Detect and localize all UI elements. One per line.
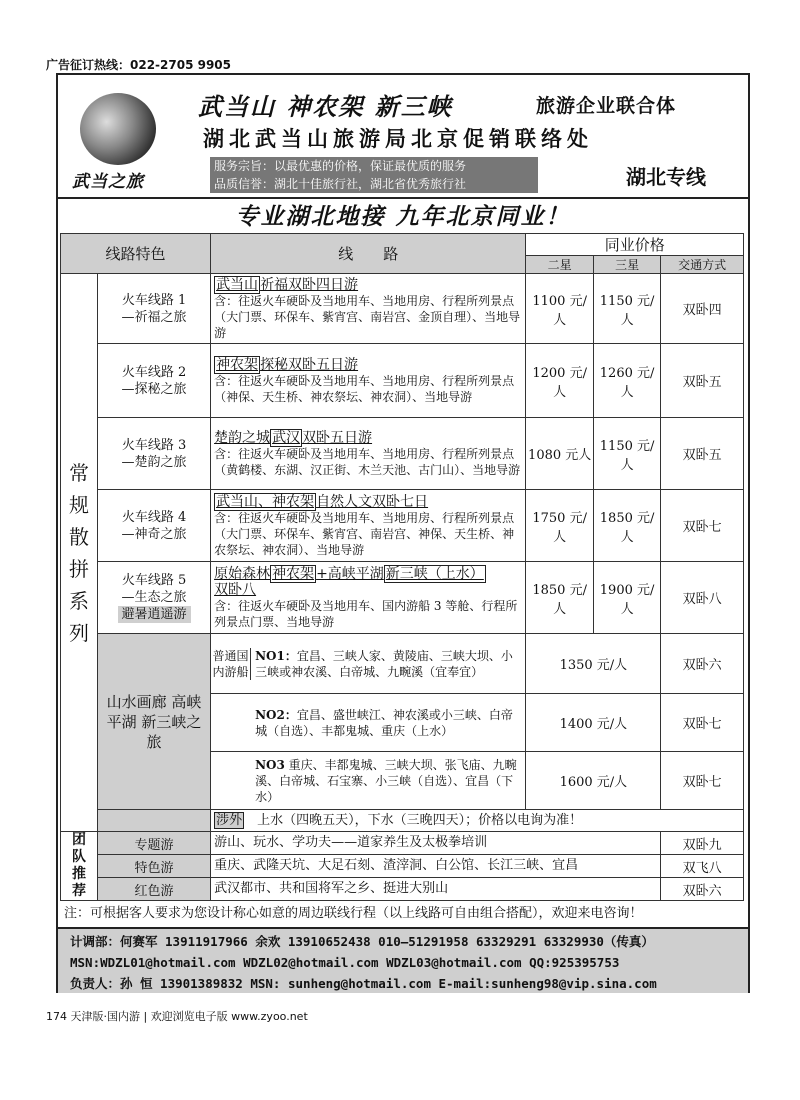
quality-reputation: 品质信誉：湖北十佳旅行社，湖北省优秀旅行社 bbox=[214, 177, 467, 191]
table-row bbox=[61, 634, 744, 694]
route-feature: 火车线路 2 —探秘之旅 bbox=[97, 344, 210, 418]
page-footer: 174 天津版·国内游 | 欢迎浏览电子版 www.zyoo.net bbox=[46, 1010, 308, 1023]
routes-table bbox=[60, 233, 744, 901]
header bbox=[58, 75, 748, 195]
cruise-theme-cont bbox=[97, 810, 210, 832]
table-row bbox=[61, 490, 744, 562]
price-three-star: 1260 元/人 bbox=[593, 344, 660, 418]
transport: 双飞八 bbox=[661, 855, 744, 878]
subtitle: 湖北武当山旅游局北京促销联络处 bbox=[203, 126, 593, 151]
group-text: 武汉都市、共和国将军之乡、挺进大别山 bbox=[211, 878, 661, 901]
hubei-line-label: 湖北专线 bbox=[626, 165, 706, 189]
price-three-star: 1900 元/人 bbox=[593, 562, 660, 634]
route-detail: 原始森林 神农架 +高峡平湖 新三峡（上水） 双卧八 含：往返火车硬卧及当地用车、国内游船 3 等舱、行程所列景点门票、当地导游 bbox=[211, 562, 526, 634]
col-three-star: 三星 bbox=[593, 256, 660, 274]
cruise-ship: 普通国内游船 bbox=[211, 648, 251, 680]
table-row bbox=[61, 878, 744, 901]
transport: 双卧九 bbox=[661, 832, 744, 855]
slogan: 专业湖北地接 九年北京同业！ bbox=[58, 197, 748, 233]
transport: 双卧六 bbox=[661, 878, 744, 901]
table-row bbox=[61, 855, 744, 878]
group-category: 特色游 bbox=[97, 855, 210, 878]
table-row bbox=[61, 810, 744, 832]
logo bbox=[66, 83, 206, 193]
col-transport: 交通方式 bbox=[661, 256, 744, 274]
price-two-star: 1200 元/人 bbox=[526, 344, 593, 418]
contact-block bbox=[58, 927, 748, 993]
service-box bbox=[210, 157, 538, 193]
logo-image bbox=[80, 93, 156, 165]
price-three-star: 1150 元/人 bbox=[593, 274, 660, 344]
route-feature: 火车线路 1 —祈福之旅 bbox=[97, 274, 210, 344]
price-three-star: 1150 元/人 bbox=[593, 418, 660, 490]
route-detail: 武当山 祈福双卧四日游 含：往返火车硬卧及当地用车、当地用房、行程所列景点（大门票、环保车、紫宵宫、南岩宫、金顶自理）、当地导游 bbox=[211, 274, 526, 344]
cruise-theme: 山水画廊 高峡平湖 新三峡之旅 bbox=[97, 634, 210, 810]
table-row bbox=[61, 418, 744, 490]
contact-planning: 计调部：何赛军 13911917966 余欢 13910652438 010—51291958 63329291 63329930（传真） bbox=[70, 934, 654, 949]
route-detail: 普通国内游船 NO1：宜昌、三峡人家、黄陵庙、三峡大坝、小三峡或神农溪、白帝城、九畹溪（宜奉宜） bbox=[211, 634, 526, 694]
table-row bbox=[61, 832, 744, 855]
route-detail: 楚韵之城 武汉 双卧五日游 含：往返火车硬卧及当地用车、当地用房、行程所列景点（黄鹤楼、东湖、汉正街、木兰天池、古门山）、当地导游 bbox=[211, 418, 526, 490]
price-two-star: 1100 元/人 bbox=[526, 274, 593, 344]
transport: 双卧四 bbox=[661, 274, 744, 344]
note: 注：可根据客人要求为您设计称心如意的周边联线行程（以上线路可自由组合搭配），欢迎来电咨询！ bbox=[64, 906, 643, 921]
route-detail: NO2：宜昌、盛世峡江、神农溪或小三峡、白帝城（自选）、丰都鬼城、重庆（上水） bbox=[211, 694, 526, 752]
ad-hotline: 广告征订热线：022-2705 9905 bbox=[46, 58, 232, 72]
route-feature: 火车线路 4 —神奇之旅 bbox=[97, 490, 210, 562]
route-feature: 火车线路 3 —楚韵之旅 bbox=[97, 418, 210, 490]
route-detail: NO3 重庆、丰都鬼城、三峡大坝、张飞庙、九畹溪、白帝城、石宝寨、小三峡（自选）、宜昌（下水） bbox=[211, 752, 526, 810]
col-two-star: 二星 bbox=[526, 256, 593, 274]
price-two-star: 1080 元人 bbox=[526, 418, 593, 490]
col-route: 线 路 bbox=[211, 234, 526, 274]
transport: 双卧七 bbox=[661, 694, 744, 752]
table-row bbox=[61, 344, 744, 418]
table-row bbox=[61, 562, 744, 634]
table-row bbox=[61, 274, 744, 344]
cruise-price: 1400 元/人 bbox=[526, 694, 661, 752]
transport: 双卧五 bbox=[661, 344, 744, 418]
foreign-info: 涉外 上水（四晚五天），下水（三晚四天）；价格以电询为准！ bbox=[211, 810, 744, 832]
route-detail: 神农架 探秘双卧五日游 含：往返火车硬卧及当地用车、当地用房、行程所列景点（神保、天生桥、神农祭坛、神农洞）、当地导游 bbox=[211, 344, 526, 418]
contact-manager: 负责人：孙 恒 13901389832 MSN: sunheng@hotmail.com E-mail:sunheng98@vip.sina.com bbox=[70, 976, 657, 991]
price-two-star: 1750 元/人 bbox=[526, 490, 593, 562]
price-three-star: 1850 元/人 bbox=[593, 490, 660, 562]
transport: 双卧六 bbox=[661, 634, 744, 694]
series-label: 常规散拼系列 bbox=[61, 274, 98, 832]
col-feature: 线路特色 bbox=[61, 234, 211, 274]
cruise-price: 1350 元/人 bbox=[526, 634, 661, 694]
title-suffix: 旅游企业联合体 bbox=[536, 95, 677, 117]
transport: 双卧八 bbox=[661, 562, 744, 634]
transport: 双卧七 bbox=[661, 490, 744, 562]
contact-msn: MSN:WDZL01@hotmail.com WDZL02@hotmail.com WDZL03@hotmail.com QQ:925395753 bbox=[70, 955, 620, 970]
group-text: 游山、玩水、学功夫——道家养生及太极拳培训 bbox=[211, 832, 661, 855]
col-price: 同业价格 bbox=[526, 234, 744, 256]
route-detail: 武当山、神农架 自然人文双卧七日 含：往返火车硬卧及当地用车、当地用房、行程所列景点（大门票、环保车、紫宵宫、南岩宫、神保、天生桥、神农祭坛、神农洞）、当地导游 bbox=[211, 490, 526, 562]
cruise-price: 1600 元/人 bbox=[526, 752, 661, 810]
main-title: 武当山 神农架 新三峡 bbox=[198, 92, 453, 121]
advertisement-frame bbox=[56, 73, 750, 993]
transport: 双卧七 bbox=[661, 752, 744, 810]
group-category: 专题游 bbox=[97, 832, 210, 855]
header-row bbox=[61, 234, 744, 256]
service-motto: 服务宗旨：以最优惠的价格，保证最优质的服务 bbox=[214, 159, 467, 173]
transport: 双卧五 bbox=[661, 418, 744, 490]
logo-text: 武当之旅 bbox=[72, 172, 144, 192]
group-label: 团队推荐 bbox=[61, 832, 98, 901]
route-feature: 火车线路 5 —生态之旅 避暑逍遥游 bbox=[97, 562, 210, 634]
price-two-star: 1850 元/人 bbox=[526, 562, 593, 634]
group-text: 重庆、武隆天坑、大足石刻、渣滓洞、白公馆、长江三峡、宜昌 bbox=[211, 855, 661, 878]
group-category: 红色游 bbox=[97, 878, 210, 901]
